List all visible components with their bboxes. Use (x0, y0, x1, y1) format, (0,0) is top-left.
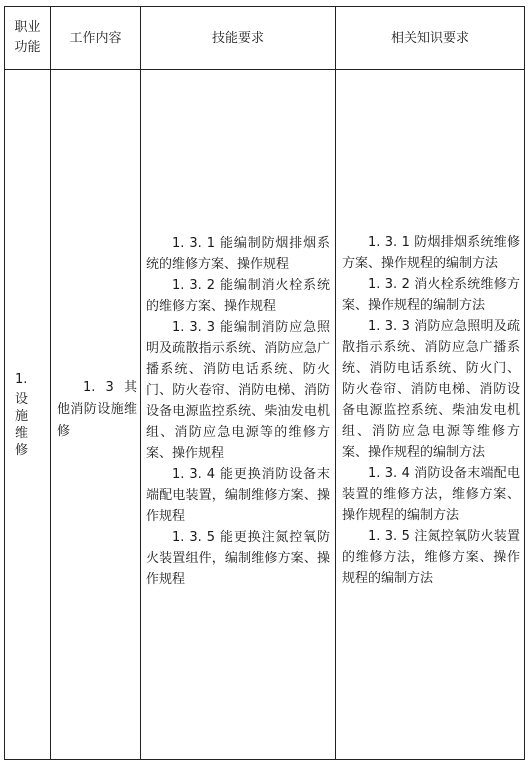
header-knowledge-label: 相关知识要求 (390, 30, 469, 46)
skills-cell (146, 70, 330, 760)
header-skills (141, 7, 335, 69)
header-function (5, 7, 50, 69)
skill-item: 1. 3. 2 能编制消火栓系统的维修方案、操作规程 (146, 277, 330, 314)
function-cell (15, 70, 45, 760)
work-content-text: 1. 3 其他消防设施维修 (57, 380, 137, 439)
header-function-line2: 功能 (14, 40, 41, 55)
skill-item: 1. 3. 4 能更换消防设备末端配电装置，编制维修方案、操作规程 (146, 466, 330, 524)
knowledge-item: 1. 3. 5 注氮控氧防火装置的维修方法，维修方案、操作规程的编制方法 (342, 528, 520, 586)
knowledge-item: 1. 3. 1 防烟排烟系统维修方案、操作规程的编制方法 (342, 234, 520, 271)
knowledge-item: 1. 3. 3 消防应急照明及疏散指示系统、消防应急广播系统、消防电话系统、防火门、防火卷帘、消防电梯、消防设备电源监控系统、柴油发电机组、消防应急电源等维修方案、操作规程的编制方法 (342, 318, 520, 460)
header-work-content-label: 工作内容 (69, 30, 122, 46)
skill-item: 1. 3. 3 能编制消防应急照明及疏散指示系统、消防应急广播系统、消防电话系统、防火门、防火卷帘、消防电梯、消防设备电源监控系统、柴油发电机组、消防应急电源等的维修方案、操作规程 (146, 319, 330, 461)
knowledge-cell (342, 70, 520, 760)
header-knowledge (336, 7, 524, 69)
header-work-content (51, 7, 140, 69)
knowledge-item: 1. 3. 4 消防设备末端配电装置的维修方法，维修方案、操作规程的编制方法 (342, 465, 520, 523)
header-function-line1: 职业 (14, 20, 41, 35)
skill-item: 1. 3. 1 能编制防烟排烟系统的维修方案、操作规程 (146, 235, 330, 272)
function-number: 1. (15, 372, 28, 387)
function-name: 设施维修 (15, 392, 29, 458)
header-skills-label: 技能要求 (211, 30, 264, 46)
column-divider (335, 7, 336, 759)
column-divider (50, 7, 51, 759)
column-divider (140, 7, 141, 759)
knowledge-item: 1. 3. 2 消火栓系统维修方案、操作规程的编制方法 (342, 276, 520, 313)
work-content-cell (57, 70, 137, 760)
requirements-table (4, 6, 525, 760)
skill-item: 1. 3. 5 能更换注氮控氧防火装置组件，编制维修方案、操作规程 (146, 529, 330, 587)
